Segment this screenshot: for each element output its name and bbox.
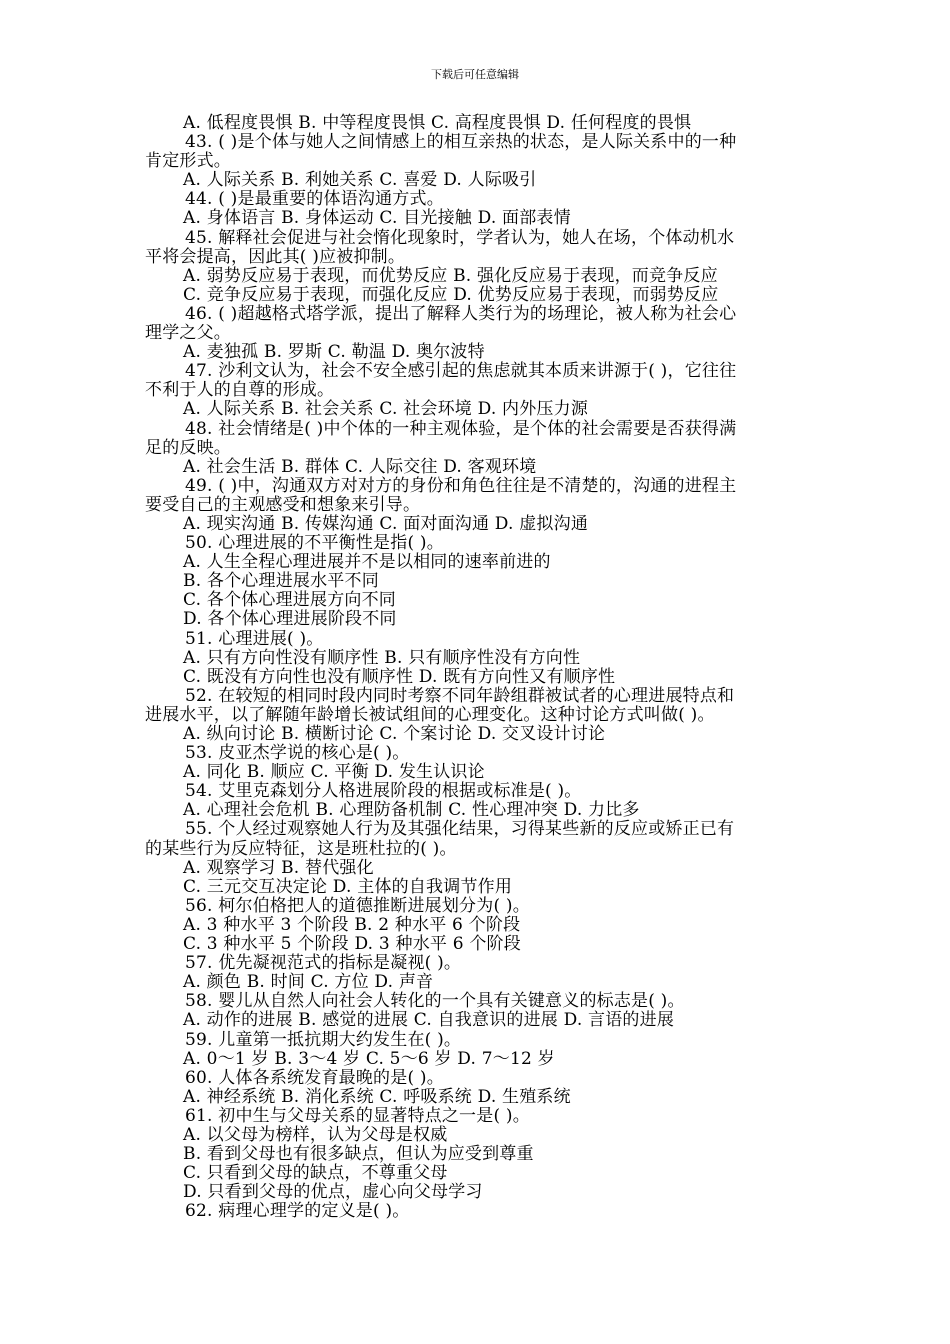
text-line: 47. 沙利文认为，社会不安全感引起的焦虑就其本质来讲源于( )，它往往 xyxy=(185,361,737,382)
text-line: A. 低程度畏惧 B. 中等程度畏惧 C. 高程度畏惧 D. 任何程度的畏惧 xyxy=(183,113,692,133)
text-line: 55. 个人经过观察她人行为及其强化结果，习得某些新的反应或矫正已有 xyxy=(185,819,735,840)
text-line: B. 看到父母也有很多缺点，但认为应受到尊重 xyxy=(183,1144,534,1165)
text-line: A. 麦独孤 B. 罗斯 C. 勒温 D. 奥尔波特 xyxy=(183,342,485,363)
text-line: 53. 皮亚杰学说的核心是( )。 xyxy=(185,743,410,764)
text-line: 44. ( )是最重要的体语沟通方式。 xyxy=(185,189,444,210)
text-line: 平将会提高，因此其( )应被抑制。 xyxy=(145,246,406,267)
text-line: 48. 社会情绪是( )中个体的一种主观体验，是个体的社会需要是否获得满 xyxy=(185,418,737,439)
document-body xyxy=(145,114,810,1221)
text-line: 要受自己的主观感受和想象来引导。 xyxy=(145,494,421,515)
text-line: 57. 优先凝视范式的指标是凝视( )。 xyxy=(185,953,462,974)
text-line: C. 各个体心理进展方向不同 xyxy=(183,590,397,611)
page-header: 下载后可任意编辑 xyxy=(431,68,519,81)
text-line: D. 各个体心理进展阶段不同 xyxy=(183,609,397,630)
text-line: 的某些行为反应特征，这是班杜拉的( )。 xyxy=(145,838,457,859)
text-line: 54. 艾里克森划分人格进展阶段的根据或标准是( )。 xyxy=(185,781,582,802)
text-line: 58. 婴儿从自然人向社会人转化的一个具有关键意义的标志是( )。 xyxy=(185,991,685,1012)
text-line: 59. 儿童第一抵抗期大约发生在( )。 xyxy=(185,1029,462,1050)
text-line: 56. 柯尔伯格把人的道德推断进展划分为( )。 xyxy=(185,895,530,916)
text-line: 51. 心理进展( )。 xyxy=(185,628,324,649)
text-line: A. 观察学习 B. 替代强化 xyxy=(183,857,374,878)
text-line: A. 3 种水平 3 个阶段 B. 2 种水平 6 个阶段 xyxy=(183,914,521,935)
text-line: A. 颜色 B. 时间 C. 方位 D. 声音 xyxy=(183,972,434,993)
text-line: 理学之父。 xyxy=(145,323,231,344)
text-line: A. 只有方向性没有顺序性 B. 只有顺序性没有方向性 xyxy=(183,647,581,668)
text-line: A. 现实沟通 B. 传媒沟通 C. 面对面沟通 D. 虚拟沟通 xyxy=(183,513,589,534)
text-line: A. 动作的进展 B. 感觉的进展 C. 自我意识的进展 D. 言语的进展 xyxy=(183,1010,675,1031)
text-line: C. 只看到父母的缺点，不尊重父母 xyxy=(183,1163,448,1184)
text-line: 62. 病理心理学的定义是( )。 xyxy=(185,1201,410,1222)
text-line: A. 神经系统 B. 消化系统 C. 呼吸系统 D. 生殖系统 xyxy=(183,1086,571,1107)
text-line: A. 心理社会危机 B. 心理防备机制 C. 性心理冲突 D. 力比多 xyxy=(183,800,640,821)
text-line: C. 三元交互决定论 D. 主体的自我调节作用 xyxy=(183,876,513,897)
text-line: A. 人生全程心理进展并不是以相同的速率前进的 xyxy=(183,552,551,573)
text-line: A. 人际关系 B. 社会关系 C. 社会环境 D. 内外压力源 xyxy=(183,399,589,420)
text-line: A. 人际关系 B. 利她关系 C. 喜爱 D. 人际吸引 xyxy=(183,170,537,191)
text-line: 60. 人体各系统发育最晚的是( )。 xyxy=(185,1067,444,1088)
text-line: A. 0～1 岁 B. 3～4 岁 C. 5～6 岁 D. 7～12 岁 xyxy=(183,1048,555,1069)
text-line: 61. 初中生与父母关系的显著特点之一是( )。 xyxy=(185,1105,530,1126)
text-line: 不利于人的自尊的形成。 xyxy=(145,380,335,401)
text-line: C. 既没有方向性也没有顺序性 D. 既有方向性又有顺序性 xyxy=(183,666,616,687)
text-line: B. 各个心理进展水平不同 xyxy=(183,571,379,592)
text-line: 46. ( )超越格式塔学派，提出了解释人类行为的场理论，被人称为社会心 xyxy=(185,303,737,324)
text-line: A. 纵向讨论 B. 横断讨论 C. 个案讨论 D. 交叉设计讨论 xyxy=(183,724,606,744)
text-line: 进展水平，以了解随年龄增长被试组间的心理变化。这种讨论方式叫做( )。 xyxy=(145,704,715,725)
text-line: 50. 心理进展的不平衡性是指( )。 xyxy=(185,533,444,554)
text-line: C. 竞争反应易于表现，而强化反应 D. 优势反应易于表现，而弱势反应 xyxy=(183,284,719,305)
text-line: 45. 解释社会促进与社会惰化现象时，学者认为，她人在场，个体动机水 xyxy=(185,227,735,248)
text-line: A. 弱势反应易于表现，而优势反应 B. 强化反应易于表现，而竞争反应 xyxy=(183,265,718,286)
text-line: A. 同化 B. 顺应 C. 平衡 D. 发生认识论 xyxy=(183,762,485,783)
text-line: A. 以父母为榜样，认为父母是权威 xyxy=(183,1124,448,1145)
text-line: 43. ( )是个体与她人之间情感上的相互亲热的状态，是人际关系中的一种 xyxy=(185,132,737,153)
text-line: 肯定形式。 xyxy=(145,151,231,172)
text-line: D. 只看到父母的优点，虚心向父母学习 xyxy=(183,1182,483,1203)
text-line: A. 社会生活 B. 群体 C. 人际交往 D. 客观环境 xyxy=(183,456,537,477)
text-line: 52. 在较短的相同时段内同时考察不同年龄组群被试者的心理进展特点和 xyxy=(185,685,735,706)
text-line: 足的反映。 xyxy=(145,437,231,458)
text-line: C. 3 种水平 5 个阶段 D. 3 种水平 6 个阶段 xyxy=(183,934,521,955)
text-line: 49. ( )中，沟通双方对对方的身份和角色往往是不清楚的，沟通的进程主 xyxy=(185,475,737,496)
text-line: A. 身体语言 B. 身体运动 C. 目光接触 D. 面部表情 xyxy=(183,208,571,229)
